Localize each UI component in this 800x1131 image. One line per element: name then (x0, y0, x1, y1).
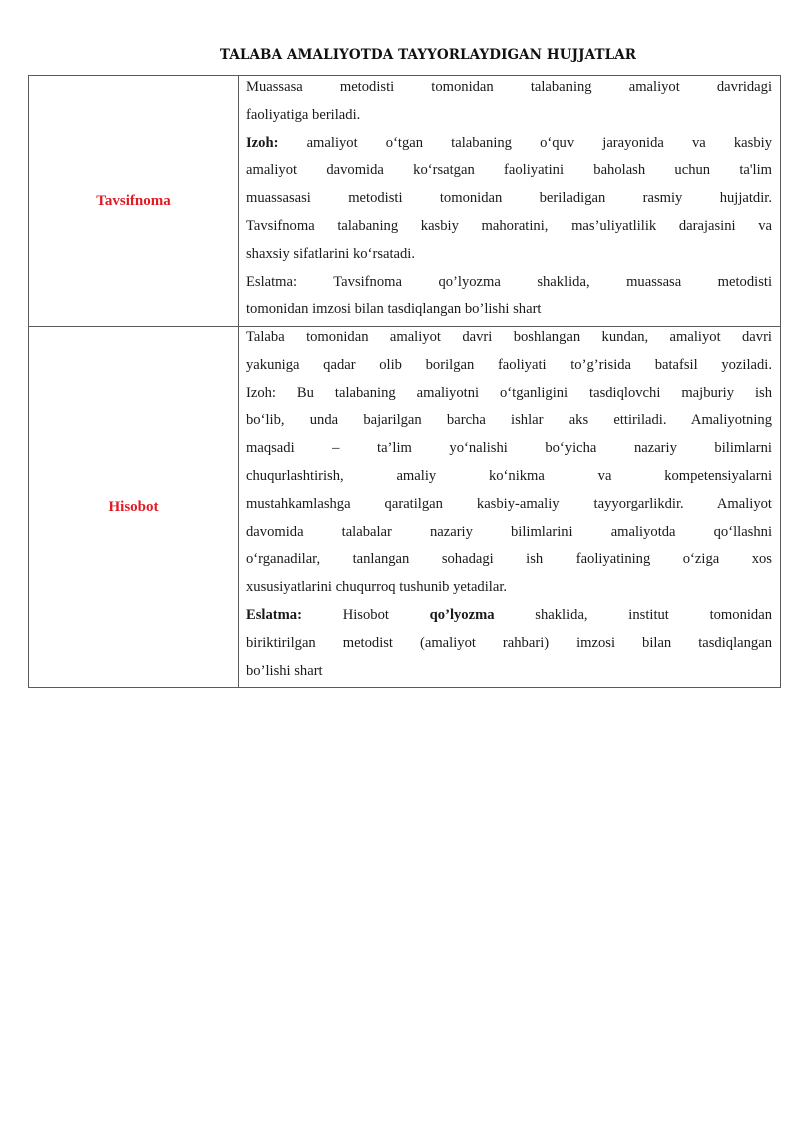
text-line: davomida talabalar nazariy bilimlarini amaliyotda qo‘llashni (246, 523, 772, 540)
note-label: Eslatma: (246, 606, 302, 623)
text-line: bo‘lib, unda bajarilgan barcha ishlar aks ettiriladi. Amaliyotning (246, 412, 772, 429)
text-line: Tavsifnoma talabaning kasbiy mahoratini, mas’uliyatlilik darajasini va (246, 217, 772, 234)
text-line: faoliyatiga beriladi. (246, 106, 361, 123)
text-fragment: shaklida, institut tomonidan (535, 606, 773, 623)
text-line: bo’lishi shart (246, 662, 323, 679)
hisobot-description (239, 324, 780, 685)
table-row-tavsifnoma (29, 76, 781, 327)
row-label-tavsifnoma: Tavsifnoma (96, 193, 171, 209)
text-line: xususiyatlarini chuqurroq tushunib yetadilar. (246, 579, 508, 596)
row-label-cell (29, 76, 239, 327)
row-label-cell (29, 327, 239, 688)
text-line: Talaba tomonidan amaliyot davri boshlangan kundan, amaliyot davri (246, 329, 772, 345)
text-line (246, 130, 772, 158)
text-line: chuqurlashtirish, amaliy ko‘nikma va kompetensiyalarni (246, 467, 772, 484)
document-title: TALABA AMALIYOTDA TAYYORLAYDIGAN HUJJATLAR (219, 47, 637, 63)
text-line: amaliyot davomida ko‘rsatgan faoliyatini baholash uchun ta'lim (246, 162, 772, 179)
text-line: tomonidan imzosi bilan tasdiqlangan bo’lishi shart (246, 301, 542, 318)
text-fragment: Hisobot (342, 606, 389, 623)
row-content-cell (239, 76, 781, 327)
text-line: Eslatma: Tavsifnoma qo’lyozma shaklida, muassasa metodisti (246, 273, 772, 290)
table-row-hisobot (29, 327, 781, 688)
bold-word: qo’lyozma (429, 606, 495, 623)
text-line: shaxsiy sifatlarini ko‘rsatadi. (246, 245, 416, 262)
text-fragment: amaliyot o‘tgan talabaning o‘quv jarayonida va kasbiy (306, 134, 772, 151)
text-line: biriktirilgan metodist (amaliyot rahbari) imzosi bilan tasdiqlangan (246, 634, 772, 651)
text-line: maqsadi – ta’lim yo‘nalishi bo‘yicha nazariy bilimlarni (246, 440, 772, 457)
text-line: Izoh: Bu talabaning amaliyotni o‘tganligini tasdiqlovchi majburiy ish (246, 384, 772, 401)
text-line (246, 602, 772, 630)
row-label-hisobot: Hisobot (108, 499, 159, 515)
row-content-cell (239, 327, 781, 688)
text-line: o‘rganadilar, tanlangan sohadagi ish faoliyatining o‘ziga xos (246, 551, 772, 568)
note-label: Izoh: (246, 134, 279, 151)
text-line: muassasasi metodisti tomonidan beriladigan rasmiy hujjatdir. (246, 190, 772, 207)
text-line: Muassasa metodisti tomonidan talabaning amaliyot davridagi (246, 79, 772, 95)
documents-table (28, 75, 781, 688)
tavsifnoma-description (239, 74, 780, 324)
text-line: mustahkamlashga qaratilgan kasbiy-amaliy tayyorgarlikdir. Amaliyot (246, 495, 772, 512)
text-line: yakuniga qadar olib borilgan faoliyati to’g’risida batafsil yoziladi. (246, 356, 772, 373)
